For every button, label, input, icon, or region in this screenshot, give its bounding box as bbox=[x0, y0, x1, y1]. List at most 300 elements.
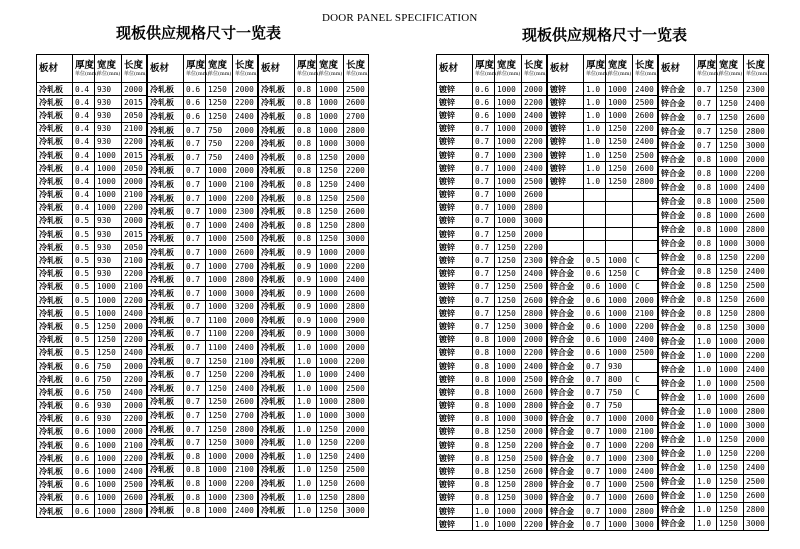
material-cell: 镀锌 bbox=[437, 201, 473, 214]
thickness-cell: 0.7 bbox=[584, 491, 606, 504]
thickness-cell bbox=[584, 188, 606, 201]
thickness-cell: 0.5 bbox=[73, 214, 95, 227]
thickness-cell: 0.7 bbox=[184, 354, 206, 368]
thickness-cell: 0.6 bbox=[473, 83, 495, 96]
thickness-cell: 0.8 bbox=[295, 232, 317, 246]
material-cell: 冷轧板 bbox=[259, 477, 295, 491]
material-cell: 冷轧板 bbox=[37, 478, 73, 491]
table-row bbox=[659, 405, 769, 419]
header-width-label: 宽度 bbox=[208, 59, 228, 71]
width-cell: 1250 bbox=[606, 267, 633, 280]
table-row bbox=[437, 228, 547, 241]
material-cell: 锌合金 bbox=[659, 307, 695, 321]
length-cell bbox=[633, 228, 658, 241]
material-cell: 冷轧板 bbox=[148, 218, 184, 232]
material-cell: 锌合金 bbox=[548, 254, 584, 267]
thickness-cell: 0.6 bbox=[73, 505, 95, 518]
width-cell: 930 bbox=[95, 122, 122, 135]
length-cell: C bbox=[633, 373, 658, 386]
width-cell: 1000 bbox=[317, 137, 344, 151]
thickness-cell: 0.4 bbox=[73, 175, 95, 188]
material-cell: 冷轧板 bbox=[259, 450, 295, 464]
thickness-cell: 1.0 bbox=[295, 504, 317, 518]
length-cell: 2200 bbox=[522, 439, 547, 452]
thickness-cell: 0.4 bbox=[73, 96, 95, 109]
thickness-cell: 0.7 bbox=[473, 135, 495, 148]
material-cell: 冷轧板 bbox=[148, 382, 184, 396]
header-thickness-label: 厚度 bbox=[297, 59, 317, 71]
table-row bbox=[437, 518, 547, 531]
width-cell bbox=[606, 201, 633, 214]
table-row bbox=[37, 148, 147, 161]
width-cell: 750 bbox=[95, 359, 122, 372]
table-row bbox=[148, 96, 258, 110]
width-cell: 1000 bbox=[206, 218, 233, 232]
thickness-cell: 1.0 bbox=[295, 422, 317, 436]
length-cell: 2400 bbox=[344, 368, 369, 382]
width-cell: 1000 bbox=[95, 188, 122, 201]
table-row bbox=[437, 359, 547, 372]
width-cell: 1000 bbox=[317, 368, 344, 382]
length-cell: 2500 bbox=[744, 279, 769, 293]
header-material bbox=[148, 55, 184, 83]
width-cell: 1000 bbox=[95, 505, 122, 518]
header-unit-label: 单位(mm) bbox=[524, 70, 548, 77]
material-cell: 冷轧板 bbox=[37, 439, 73, 452]
length-cell: C bbox=[633, 254, 658, 267]
material-cell: 锌合金 bbox=[659, 195, 695, 209]
document-title: DOOR PANEL SPECIFICATION bbox=[322, 12, 478, 24]
header-length bbox=[122, 55, 147, 83]
thickness-cell: 0.8 bbox=[295, 123, 317, 137]
table-row bbox=[437, 439, 547, 452]
table-row bbox=[259, 246, 369, 260]
thickness-cell: 1.0 bbox=[695, 461, 717, 475]
thickness-cell: 0.7 bbox=[184, 164, 206, 178]
material-cell: 镀锌 bbox=[437, 491, 473, 504]
width-cell: 1250 bbox=[495, 241, 522, 254]
table-row bbox=[148, 191, 258, 205]
length-cell: 2500 bbox=[233, 232, 258, 246]
table-row bbox=[37, 175, 147, 188]
table-row bbox=[148, 490, 258, 504]
width-cell: 1000 bbox=[495, 109, 522, 122]
width-cell: 1250 bbox=[495, 452, 522, 465]
thickness-cell: 0.4 bbox=[73, 122, 95, 135]
length-cell: 2000 bbox=[233, 83, 258, 97]
thickness-cell: 0.9 bbox=[295, 327, 317, 341]
width-cell: 1000 bbox=[317, 409, 344, 423]
length-cell: 2000 bbox=[122, 425, 147, 438]
length-cell: 2200 bbox=[122, 294, 147, 307]
thickness-cell: 0.8 bbox=[473, 478, 495, 491]
width-cell: 750 bbox=[95, 386, 122, 399]
width-cell: 1250 bbox=[717, 97, 744, 111]
width-cell: 1000 bbox=[606, 452, 633, 465]
table-row bbox=[259, 490, 369, 504]
length-cell: 3000 bbox=[344, 409, 369, 423]
table-row bbox=[437, 201, 547, 214]
width-cell: 1000 bbox=[717, 391, 744, 405]
material-cell: 锌合金 bbox=[548, 346, 584, 359]
width-cell: 1000 bbox=[95, 425, 122, 438]
length-cell: 2100 bbox=[122, 122, 147, 135]
material-cell: 镀锌 bbox=[437, 83, 473, 96]
width-cell: 1250 bbox=[495, 465, 522, 478]
table-row bbox=[259, 232, 369, 246]
width-cell: 1000 bbox=[606, 294, 633, 307]
thickness-cell: 0.7 bbox=[584, 373, 606, 386]
thickness-cell: 0.8 bbox=[295, 96, 317, 110]
width-cell: 1250 bbox=[317, 150, 344, 164]
length-cell: 2000 bbox=[233, 450, 258, 464]
table-row bbox=[37, 201, 147, 214]
width-cell: 1000 bbox=[606, 254, 633, 267]
table-row bbox=[548, 439, 658, 452]
material-cell: 镀锌 bbox=[548, 175, 584, 188]
table-row bbox=[37, 425, 147, 438]
length-cell: 2100 bbox=[122, 188, 147, 201]
material-cell: 冷轧板 bbox=[148, 273, 184, 287]
width-cell: 1000 bbox=[495, 505, 522, 518]
material-cell: 冷轧板 bbox=[259, 150, 295, 164]
thickness-cell: 0.7 bbox=[184, 422, 206, 436]
thickness-cell: 1.0 bbox=[295, 341, 317, 355]
length-cell: 2700 bbox=[233, 409, 258, 423]
table-row bbox=[148, 123, 258, 137]
table-row bbox=[659, 489, 769, 503]
thickness-cell: 0.7 bbox=[184, 259, 206, 273]
length-cell: 2700 bbox=[344, 110, 369, 124]
width-cell: 1250 bbox=[495, 267, 522, 280]
length-cell bbox=[633, 241, 658, 254]
material-cell: 冷轧板 bbox=[259, 123, 295, 137]
table-row bbox=[437, 346, 547, 359]
width-cell: 1000 bbox=[606, 346, 633, 359]
width-cell: 1000 bbox=[495, 188, 522, 201]
thickness-cell: 0.8 bbox=[184, 450, 206, 464]
length-cell: 2600 bbox=[633, 162, 658, 175]
material-cell: 冷轧板 bbox=[148, 450, 184, 464]
length-cell: 2800 bbox=[633, 505, 658, 518]
material-cell: 冷轧板 bbox=[37, 267, 73, 280]
table-row bbox=[259, 382, 369, 396]
width-cell: 1250 bbox=[495, 307, 522, 320]
material-cell: 锌合金 bbox=[659, 111, 695, 125]
thickness-cell: 0.6 bbox=[73, 386, 95, 399]
material-cell: 冷轧板 bbox=[37, 228, 73, 241]
length-cell: 2200 bbox=[633, 320, 658, 333]
material-cell: 锌合金 bbox=[659, 489, 695, 503]
length-cell: 2000 bbox=[522, 83, 547, 96]
table-row bbox=[437, 333, 547, 346]
material-cell: 镀锌 bbox=[437, 359, 473, 372]
length-cell: 3000 bbox=[344, 327, 369, 341]
material-cell: 锌合金 bbox=[548, 359, 584, 372]
table-row bbox=[259, 436, 369, 450]
length-cell: 2800 bbox=[744, 223, 769, 237]
length-cell: 2800 bbox=[744, 405, 769, 419]
length-cell: 2200 bbox=[633, 122, 658, 135]
table-row bbox=[37, 491, 147, 504]
material-cell: 冷轧板 bbox=[148, 123, 184, 137]
length-cell: C bbox=[633, 386, 658, 399]
width-cell: 1250 bbox=[317, 205, 344, 219]
width-cell: 1250 bbox=[317, 164, 344, 178]
length-cell: 3000 bbox=[344, 137, 369, 151]
thickness-cell: 1.0 bbox=[584, 175, 606, 188]
material-cell: 冷轧板 bbox=[148, 259, 184, 273]
table-row bbox=[148, 178, 258, 192]
length-cell: 2015 bbox=[122, 96, 147, 109]
table-row bbox=[37, 359, 147, 372]
material-cell: 镀锌 bbox=[437, 175, 473, 188]
length-cell: 2400 bbox=[122, 386, 147, 399]
material-cell: 冷轧板 bbox=[259, 368, 295, 382]
table-row bbox=[437, 320, 547, 333]
width-cell: 1000 bbox=[717, 419, 744, 433]
material-cell: 冷轧板 bbox=[37, 412, 73, 425]
length-cell: 2200 bbox=[522, 96, 547, 109]
length-cell: 2000 bbox=[122, 83, 147, 96]
width-cell: 1250 bbox=[95, 320, 122, 333]
length-cell: 2500 bbox=[522, 373, 547, 386]
width-cell: 1000 bbox=[206, 286, 233, 300]
material-cell: 锌合金 bbox=[548, 465, 584, 478]
width-cell: 1250 bbox=[606, 135, 633, 148]
width-cell: 1250 bbox=[317, 477, 344, 491]
thickness-cell: 0.8 bbox=[695, 153, 717, 167]
material-cell: 冷轧板 bbox=[37, 162, 73, 175]
width-cell: 1000 bbox=[317, 300, 344, 314]
material-cell: 冷轧板 bbox=[37, 294, 73, 307]
width-cell: 1250 bbox=[317, 422, 344, 436]
width-cell: 1250 bbox=[95, 333, 122, 346]
width-cell: 1000 bbox=[317, 286, 344, 300]
table-row bbox=[437, 373, 547, 386]
thickness-cell: 0.8 bbox=[184, 490, 206, 504]
length-cell: 2600 bbox=[522, 188, 547, 201]
header-width-label: 宽度 bbox=[608, 59, 628, 71]
width-cell bbox=[606, 241, 633, 254]
length-cell: 2500 bbox=[122, 478, 147, 491]
width-cell: 1100 bbox=[206, 327, 233, 341]
length-cell: 2500 bbox=[744, 195, 769, 209]
header-length bbox=[344, 55, 369, 83]
length-cell: 2500 bbox=[344, 463, 369, 477]
width-cell: 1100 bbox=[206, 341, 233, 355]
width-cell: 1250 bbox=[495, 294, 522, 307]
width-cell: 1000 bbox=[606, 412, 633, 425]
table-row bbox=[259, 368, 369, 382]
thickness-cell: 0.5 bbox=[73, 241, 95, 254]
material-cell: 冷轧板 bbox=[259, 463, 295, 477]
length-cell: 2200 bbox=[233, 137, 258, 151]
material-cell: 冷轧板 bbox=[259, 504, 295, 518]
thickness-cell: 1.0 bbox=[584, 122, 606, 135]
width-cell: 1000 bbox=[495, 386, 522, 399]
header-length bbox=[233, 55, 258, 83]
material-cell: 锌合金 bbox=[659, 517, 695, 531]
width-cell: 1250 bbox=[206, 422, 233, 436]
width-cell bbox=[606, 214, 633, 227]
header-unit-label: 单位(mm) bbox=[586, 70, 610, 77]
length-cell: 2100 bbox=[233, 463, 258, 477]
thickness-cell: 0.9 bbox=[295, 259, 317, 273]
header-row bbox=[259, 55, 369, 83]
table-row bbox=[259, 259, 369, 273]
right-spec-table bbox=[658, 54, 769, 531]
thickness-cell: 0.7 bbox=[473, 201, 495, 214]
thickness-cell: 0.6 bbox=[73, 452, 95, 465]
material-cell: 镀锌 bbox=[437, 399, 473, 412]
length-cell: 2500 bbox=[633, 478, 658, 491]
length-cell: 2400 bbox=[233, 110, 258, 124]
length-cell: 2300 bbox=[522, 254, 547, 267]
table-row bbox=[37, 267, 147, 280]
material-cell: 冷轧板 bbox=[37, 214, 73, 227]
length-cell bbox=[633, 201, 658, 214]
material-cell: 镀锌 bbox=[437, 386, 473, 399]
thickness-cell: 0.7 bbox=[184, 218, 206, 232]
thickness-cell: 0.7 bbox=[695, 97, 717, 111]
length-cell: 2015 bbox=[122, 228, 147, 241]
material-cell: 镀锌 bbox=[437, 214, 473, 227]
table-row bbox=[37, 162, 147, 175]
length-cell: 2600 bbox=[344, 205, 369, 219]
material-cell: 锌合金 bbox=[659, 223, 695, 237]
length-cell: 2800 bbox=[233, 273, 258, 287]
thickness-cell: 0.7 bbox=[184, 273, 206, 287]
header-thickness-label: 厚度 bbox=[475, 59, 495, 71]
thickness-cell: 0.7 bbox=[584, 478, 606, 491]
table-row bbox=[437, 96, 547, 109]
length-cell: 2600 bbox=[744, 293, 769, 307]
table-row bbox=[659, 349, 769, 363]
thickness-cell: 0.6 bbox=[73, 439, 95, 452]
left-panel-title: 现板供应规格尺寸一览表 bbox=[116, 24, 282, 42]
width-cell: 1250 bbox=[717, 461, 744, 475]
width-cell: 1000 bbox=[717, 223, 744, 237]
table-row bbox=[259, 300, 369, 314]
length-cell: 2000 bbox=[122, 320, 147, 333]
material-cell: 锌合金 bbox=[659, 335, 695, 349]
table-row bbox=[659, 279, 769, 293]
length-cell: 3000 bbox=[744, 237, 769, 251]
width-cell: 750 bbox=[606, 386, 633, 399]
table-row bbox=[437, 83, 547, 96]
thickness-cell: 0.7 bbox=[584, 399, 606, 412]
table-row bbox=[148, 205, 258, 219]
width-cell: 1000 bbox=[317, 327, 344, 341]
width-cell: 930 bbox=[95, 267, 122, 280]
thickness-cell: 0.7 bbox=[184, 314, 206, 328]
length-cell: 2600 bbox=[633, 109, 658, 122]
table-row bbox=[259, 327, 369, 341]
material-cell: 冷轧板 bbox=[148, 96, 184, 110]
table-row bbox=[259, 314, 369, 328]
thickness-cell: 0.7 bbox=[473, 294, 495, 307]
table-row bbox=[437, 478, 547, 491]
left-spec-panel bbox=[36, 20, 370, 518]
width-cell: 1000 bbox=[606, 83, 633, 96]
width-cell: 1250 bbox=[317, 232, 344, 246]
material-cell: 锌合金 bbox=[548, 412, 584, 425]
table-row bbox=[148, 463, 258, 477]
material-cell: 冷轧板 bbox=[259, 218, 295, 232]
width-cell: 1250 bbox=[317, 178, 344, 192]
thickness-cell: 1.0 bbox=[295, 409, 317, 423]
width-cell: 1000 bbox=[495, 83, 522, 96]
width-cell: 1000 bbox=[317, 395, 344, 409]
length-cell: 2800 bbox=[233, 422, 258, 436]
material-cell: 冷轧板 bbox=[259, 273, 295, 287]
width-cell: 1000 bbox=[495, 201, 522, 214]
material-cell: 锌合金 bbox=[659, 405, 695, 419]
thickness-cell: 0.8 bbox=[695, 307, 717, 321]
length-cell: 2800 bbox=[344, 218, 369, 232]
table-row bbox=[548, 135, 658, 148]
length-cell: 2800 bbox=[344, 490, 369, 504]
length-cell: 2800 bbox=[522, 201, 547, 214]
thickness-cell: 1.0 bbox=[695, 391, 717, 405]
thickness-cell: 0.8 bbox=[295, 110, 317, 124]
width-cell: 1000 bbox=[606, 491, 633, 504]
material-cell: 冷轧板 bbox=[37, 359, 73, 372]
width-cell: 1250 bbox=[717, 125, 744, 139]
thickness-cell: 1.0 bbox=[473, 518, 495, 531]
length-cell: 2000 bbox=[122, 399, 147, 412]
table-row bbox=[548, 109, 658, 122]
table-row bbox=[659, 307, 769, 321]
length-cell: 2000 bbox=[344, 422, 369, 436]
thickness-cell: 0.6 bbox=[473, 109, 495, 122]
table-row bbox=[148, 259, 258, 273]
length-cell: 2100 bbox=[122, 280, 147, 293]
table-row bbox=[148, 164, 258, 178]
material-cell: 锌合金 bbox=[659, 279, 695, 293]
table-row bbox=[37, 122, 147, 135]
length-cell: 2200 bbox=[122, 267, 147, 280]
length-cell: 2600 bbox=[344, 477, 369, 491]
table-row bbox=[259, 218, 369, 232]
material-cell: 镀锌 bbox=[437, 254, 473, 267]
table-row bbox=[548, 254, 658, 267]
length-cell: 2400 bbox=[522, 267, 547, 280]
table-row bbox=[437, 214, 547, 227]
table-row bbox=[259, 354, 369, 368]
material-cell: 冷轧板 bbox=[148, 436, 184, 450]
thickness-cell: 0.8 bbox=[473, 359, 495, 372]
table-row bbox=[548, 333, 658, 346]
width-cell: 1250 bbox=[317, 463, 344, 477]
width-cell: 1250 bbox=[206, 436, 233, 450]
length-cell: 2600 bbox=[744, 209, 769, 223]
thickness-cell: 0.7 bbox=[473, 214, 495, 227]
table-row bbox=[548, 280, 658, 293]
length-cell: 2600 bbox=[233, 395, 258, 409]
width-cell: 1000 bbox=[717, 377, 744, 391]
header-thickness bbox=[473, 55, 499, 83]
width-cell: 1250 bbox=[717, 83, 744, 97]
length-cell: 2800 bbox=[522, 478, 547, 491]
width-cell: 1000 bbox=[495, 373, 522, 386]
thickness-cell: 0.4 bbox=[73, 148, 95, 161]
header-length-label: 长度 bbox=[635, 59, 655, 71]
thickness-cell: 0.7 bbox=[184, 395, 206, 409]
table-row bbox=[659, 111, 769, 125]
thickness-cell: 0.6 bbox=[184, 110, 206, 124]
